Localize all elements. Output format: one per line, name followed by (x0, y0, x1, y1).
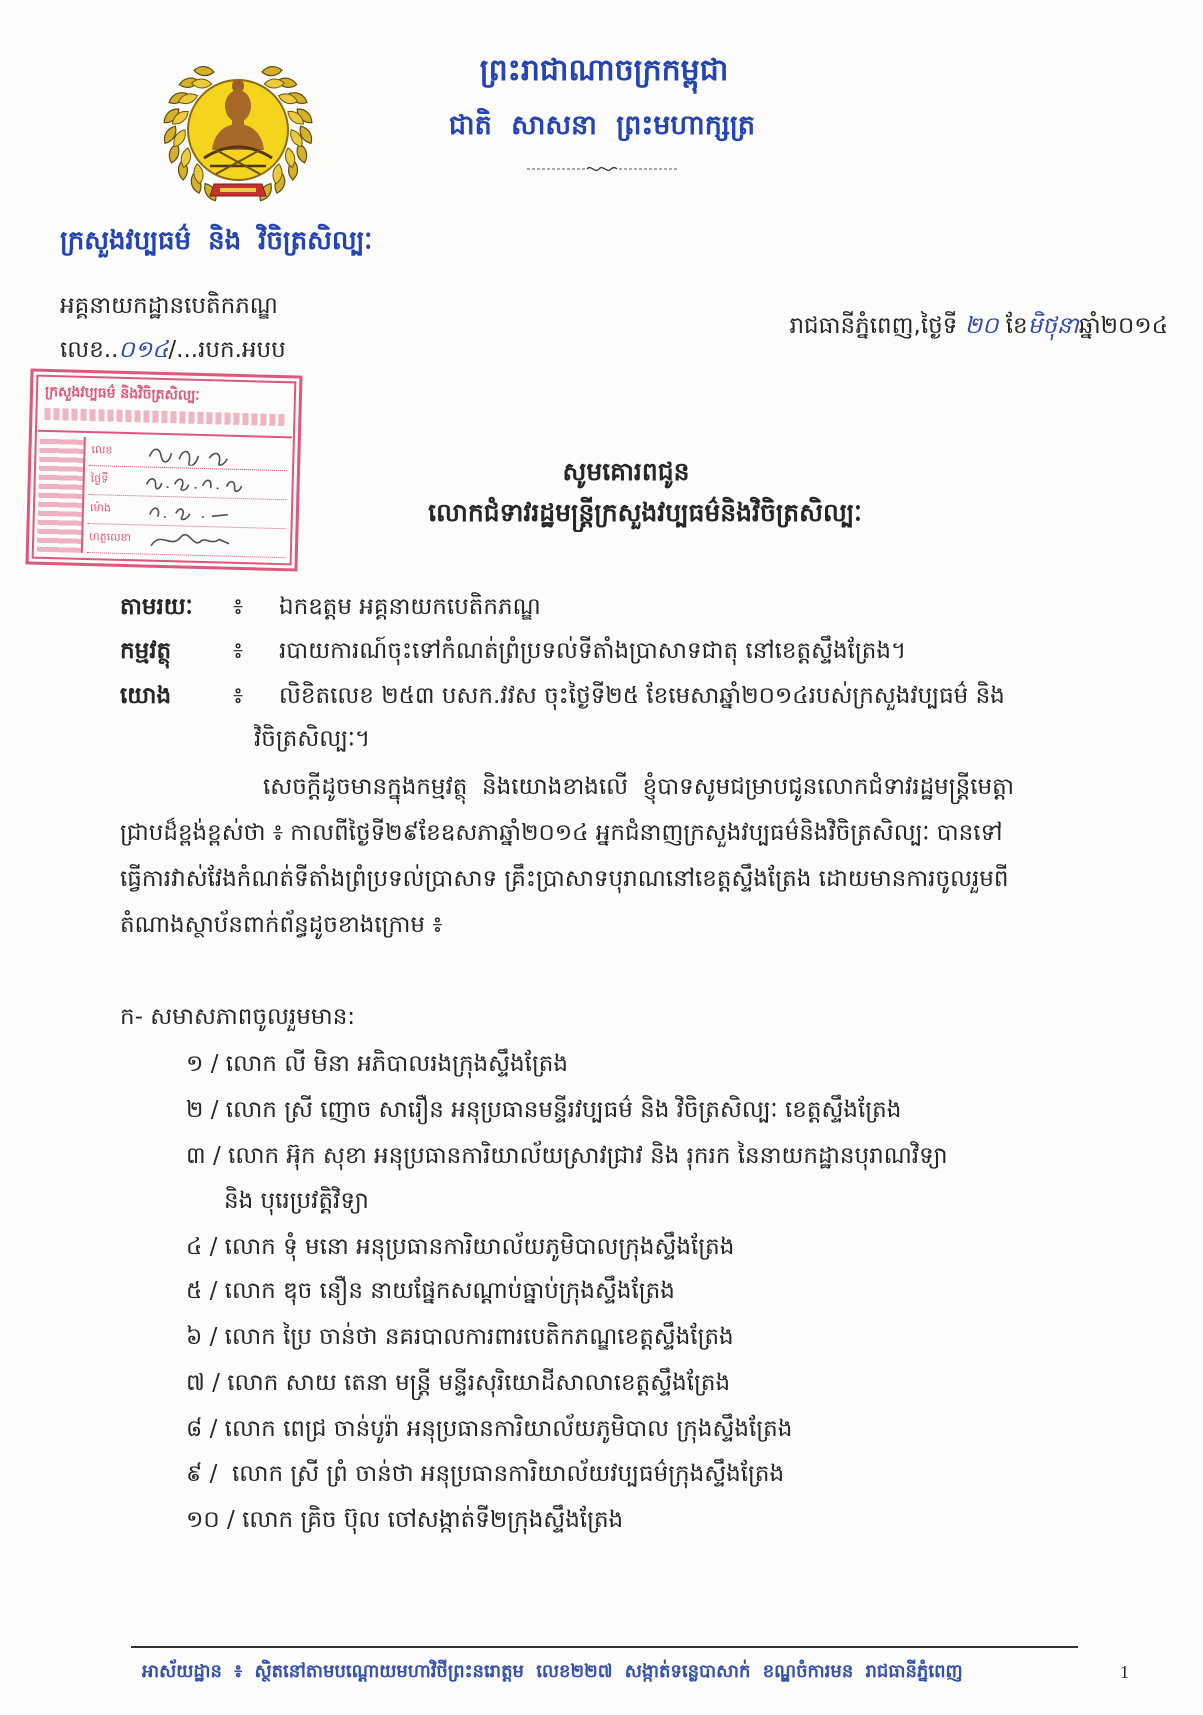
body-line: សេចក្តីដូចមានក្នុងកម្មវត្ថុ និងយោងខាងលើ ខ្ញុំបាទសូមជម្រាបជូនលោកជំទាវរដ្ឋមន្ត្រីមេត្តា (263, 774, 1015, 800)
meta-label-subject: កម្មវត្ថុ (120, 638, 172, 664)
meta-value-reference: លិខិតលេខ ២៥៣ បសក.វវស ចុះថ្ងៃទី២៥ ខែមេសាឆ្នាំ២០១៤របស់ក្រសួងវប្បធម៌ និង (279, 683, 1005, 709)
date-month: មិថុនា (1027, 313, 1079, 339)
ministry-name: ក្រសួងវប្បធម៌ និង វិចិត្រសិល្បៈ (60, 226, 373, 256)
date-place: រាជធានីភ្នំពេញ,ថ្ងៃទី (789, 313, 958, 339)
list-item: ៩ / លោក ស្រី ព្រំ ចាន់ថា អនុប្រធានការិយាល័យវប្បធម៌ក្រុងស្ទឹងត្រែង (186, 1461, 785, 1487)
stamp-title: ក្រសួងវប្បធម៌ និងវិចិត្រសិល្បៈ (44, 383, 200, 404)
body-line: ជ្រាបដ៏ខ្ពង់ខ្ពស់ថា ៖ កាលពីថ្ងៃទី២៩ខែឧសភាឆ្នាំ២០១៤ អ្នកជំនាញក្រសួងវប្បធម៌និងវិចិត្រសិល្បៈ បានទៅ (120, 820, 1003, 846)
meta-separator: ៖ (233, 683, 244, 709)
handwriting-mark (142, 498, 283, 526)
meta-label-reference: យោង (120, 683, 172, 709)
page-number: 1 (1120, 1662, 1129, 1682)
salutation-line-1: សូមគោរពជូន (562, 457, 690, 486)
stamp-row-label: លេខ (91, 443, 113, 457)
stamp-row-label: ថ្ងៃទី (90, 472, 109, 486)
list-item: ២ / លោក ស្រី ញោច សារឿន អនុប្រធានមន្ទីរវប្បធម៌ និង វិចិត្រសិល្បៈ ខេត្តស្ទឹងត្រែង (186, 1097, 902, 1123)
stamp-row-label: ហត្ថលេខា (89, 530, 132, 545)
stamp-rows (87, 437, 288, 558)
department-name: អគ្គនាយកដ្ឋានបេតិកភណ្ឌ (60, 293, 278, 319)
stamp-row (87, 524, 286, 558)
ornament-divider-icon (527, 160, 677, 172)
body-line: តំណាងស្ថាប័នពាក់ព័ន្ធដូចខាងក្រោម ៖ (120, 912, 443, 938)
ministry-emblem (158, 46, 318, 214)
meta-separator: ៖ (233, 594, 244, 620)
list-item: ៧ / លោក សាយ តេនា មន្ត្រី មន្ទីរសុរិយោដីសាលាខេត្តស្ទឹងត្រែង (186, 1370, 731, 1396)
meta-value-subject: របាយការណ៍ចុះទៅកំណត់ព្រំប្រទល់ទីតាំងប្រាសាទជាតុ នៅខេត្តស្ទឹងត្រែង។ (279, 638, 907, 664)
date-day: ២០ (964, 313, 999, 339)
signature-mark (141, 527, 282, 555)
footer-address-label: អាស័យដ្ឋាន (142, 1661, 222, 1682)
meta-separator: ៖ (233, 638, 244, 664)
stamp-row-label: ម៉ោង (89, 501, 112, 515)
footer-rule (131, 1646, 1078, 1648)
handwriting-mark (142, 469, 283, 497)
list-item: ១០ / លោក គ្រិច ប៊ុល ចៅសង្កាត់ទី២ក្រុងស្ទឹងត្រែង (186, 1507, 624, 1533)
reference-number-handwritten: ០១៤ (118, 337, 169, 363)
section-heading: ក- សមាសភាពចូលរួមមាន: (120, 1004, 356, 1030)
meta-value-via: ឯកឧត្តម អគ្គនាយកបេតិកភណ្ឌ (279, 594, 541, 620)
list-item-continuation: និង បុរេប្រវត្តិវិទ្យា (224, 1188, 369, 1214)
list-item: ៥ / លោក ឌុច នឿន នាយផ្នែកសណ្តាប់ធ្នាប់ក្រុងស្ទឹងត្រែង (186, 1278, 675, 1304)
date-year: ឆ្នាំ២០១៤ (1078, 313, 1168, 339)
meta-label-via: តាមរយៈ (120, 594, 193, 620)
list-item: ៦ / លោក ប្រៃ ចាន់ថា នគរបាលការពារបេតិកភណ្ឌខេត្តស្ទឹងត្រែង (186, 1324, 734, 1350)
body-line: ធ្វើការវាស់វែងកំណត់ទីតាំងព្រំប្រទល់ប្រាសាទ គ្រឹះប្រាសាទបុរាណនៅខេត្តស្ទឹងត្រែង ដោយមានការចូលរួមពី (120, 866, 1009, 892)
salutation-recipient: លោកជំទាវរដ្ឋមន្ត្រីក្រសួងវប្បធម៌និងវិចិត្រសិល្បៈ (428, 498, 862, 527)
meta-value-reference-continued: វិចិត្រសិល្បៈ។ (254, 726, 371, 752)
list-item: ៨ / លោក ពេជ្រ ចាន់បូរ៉ា អនុប្រធានការិយាល័យភូមិបាល ក្រុងស្ទឹងត្រែង (186, 1416, 793, 1442)
list-item: ១ / លោក លី មិនា អភិបាលរងក្រុងស្ទឹងត្រែង (186, 1051, 569, 1077)
footer-address (142, 1659, 1092, 1687)
handwriting-mark (143, 440, 284, 468)
date-line (690, 309, 1168, 345)
stamp-subtitle-band (44, 408, 286, 426)
date-month-label: ខែ (1005, 313, 1028, 339)
kingdom-title: ព្រះរាជាណាចក្រកម្ពុជា (479, 53, 729, 88)
reference-label: លេខ.. (60, 337, 119, 363)
list-item: ៣ / លោក អ៊ុក សុខា អនុប្រធានការិយាល័យស្រាវជ្រាវ និង រុករក នៃនាយកដ្ឋានបុរាណវិទ្យា (186, 1143, 948, 1169)
received-stamp (25, 368, 302, 571)
footer-address-text: ស្ថិតនៅតាមបណ្តោយមហាវិថីព្រះនរោត្តម លេខ២២៧ សង្កាត់ទន្លេបាសាក់ ខណ្ឌចំការមន រាជធានីភ្នំពេញ (254, 1661, 963, 1682)
reference-number (60, 333, 390, 369)
stamp-seal-block (37, 436, 86, 553)
footer-separator: ៖ (234, 1661, 243, 1682)
reference-suffix: /...របក.អបប (168, 337, 286, 363)
list-item: ៤ / លោក ទុំ មនោ អនុប្រធានការិយាល័យភូមិបាលក្រុងស្ទឹងត្រែង (186, 1234, 735, 1260)
national-motto: ជាតិ សាសនា ព្រះមហាក្សត្រ (448, 110, 756, 141)
